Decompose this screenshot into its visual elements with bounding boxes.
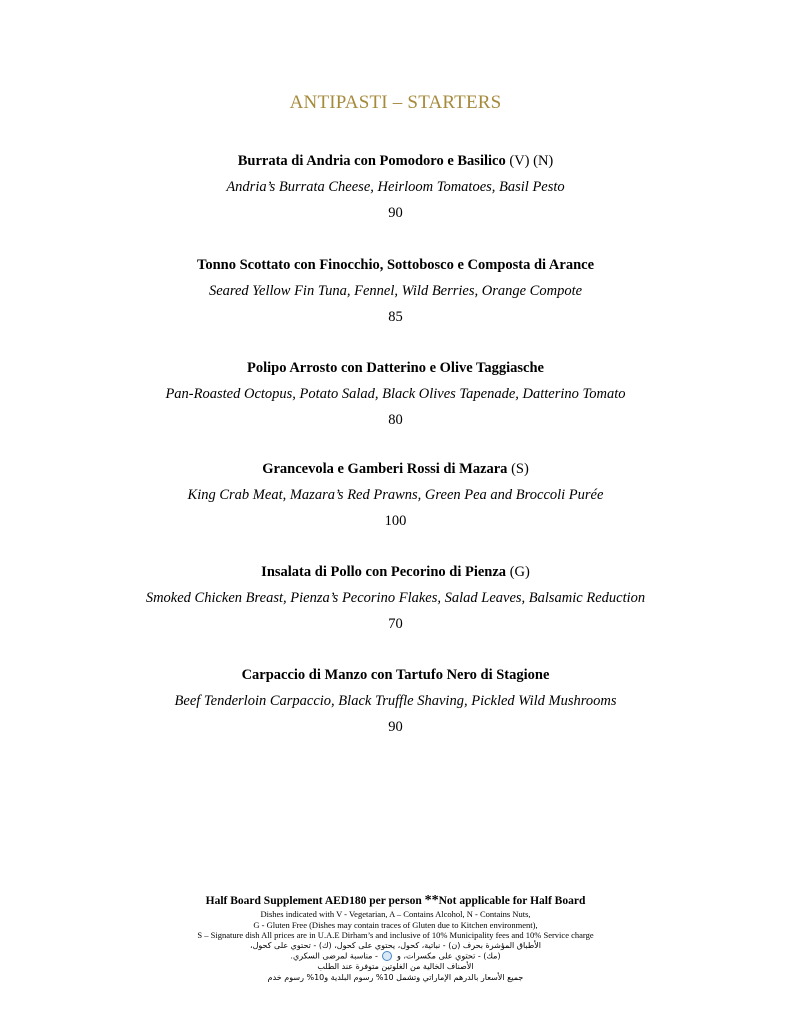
dish-name-line [0,461,791,478]
dish-item [0,153,791,222]
legend-line-2: G - Gluten Free (Dishes may contain traces of Gluten due to Kitchen environment), [253,919,538,930]
arabic-line-3: الأصناف الخالية من الغلوتين متوفرة عند الطلب [317,962,474,971]
dish-name-line [0,153,791,170]
dish-name: Grancevola e Gamberi Rossi di Mazara [262,461,508,477]
dish-name-line [0,564,791,581]
dish-price: 70 [388,616,403,632]
dish-description: Beef Tenderloin Carpaccio, Black Truffle Shaving, Pickled Wild Mushrooms [174,693,617,709]
dish-name-line [0,667,791,684]
dish-item [0,564,791,633]
dish-description: King Crab Meat, Mazara’s Red Prawns, Green Pea and Broccoli Purée [187,487,604,503]
arabic-line-2b: - مناسبة لمرضى السكري. [290,951,378,961]
arabic-line-2a: (مك) - تحتوي على مكسرات، و [396,951,501,961]
dish-price: 80 [388,412,403,428]
diabetic-friendly-icon [382,951,392,961]
arabic-line-2 [0,951,791,962]
dish-name: Polipo Arrosto con Datterino e Olive Taggiasche [247,360,544,376]
dish-tags: (G) [506,564,530,580]
not-applicable-text: Not applicable for Half Board [438,895,586,907]
dish-item [0,257,791,326]
dish-name-line [0,257,791,274]
dish-name: Burrata di Andria con Pomodoro e Basilico [237,153,506,169]
dish-price: 90 [388,719,403,735]
arabic-line-4: جميع الأسعار بالدرهم الإماراتي وتشمل 10% رسوم البلدية و10% رسوم خدم [267,972,524,982]
section-title: ANTIPASTI – STARTERS [289,92,502,113]
dish-description: Andria’s Burrata Cheese, Heirloom Tomatoes, Basil Pesto [226,179,565,195]
legend-line-3: S – Signature dish All prices are in U.A.E Dirham’s and inclusive of 10% Municipality fees and 10% Service charge [197,930,594,940]
dish-description: Seared Yellow Fin Tuna, Fennel, Wild Berries, Orange Compote [208,283,583,299]
dish-tags: (S) [507,461,529,477]
dish-price: 100 [384,513,407,529]
dish-item [0,360,791,429]
dish-description: Smoked Chicken Breast, Pienza’s Pecorino Flakes, Salad Leaves, Balsamic Reduction [145,590,646,606]
dish-name: Insalata di Pollo con Pecorino di Pienza [261,564,507,580]
asterisks: ** [424,893,439,908]
dish-item [0,667,791,736]
legend-line-1: Dishes indicated with V - Vegetarian, A – Contains Alcohol, N - Contains Nuts, [260,909,531,919]
supplement-text: Half Board Supplement AED180 per person [205,895,425,907]
half-board-note [0,893,791,909]
menu-footer [0,893,791,983]
dish-price: 85 [388,309,403,325]
dish-item [0,461,791,530]
dish-price: 90 [388,205,403,221]
dish-description: Pan-Roasted Octopus, Potato Salad, Black Olives Tapenade, Datterino Tomato [165,386,626,402]
dish-tags: (V) (N) [505,153,554,169]
dish-name: Carpaccio di Manzo con Tartufo Nero di Stagione [241,667,550,683]
arabic-line-1: الأطباق المؤشرة بحرف (ن) - نباتية، كحول، يحتوي على كحول، (ك) - تحتوي على كحول، [249,940,542,950]
dish-name: Tonno Scottato con Finocchio, Sottobosco e Composta di Arance [196,257,594,273]
dish-name-line [0,360,791,377]
